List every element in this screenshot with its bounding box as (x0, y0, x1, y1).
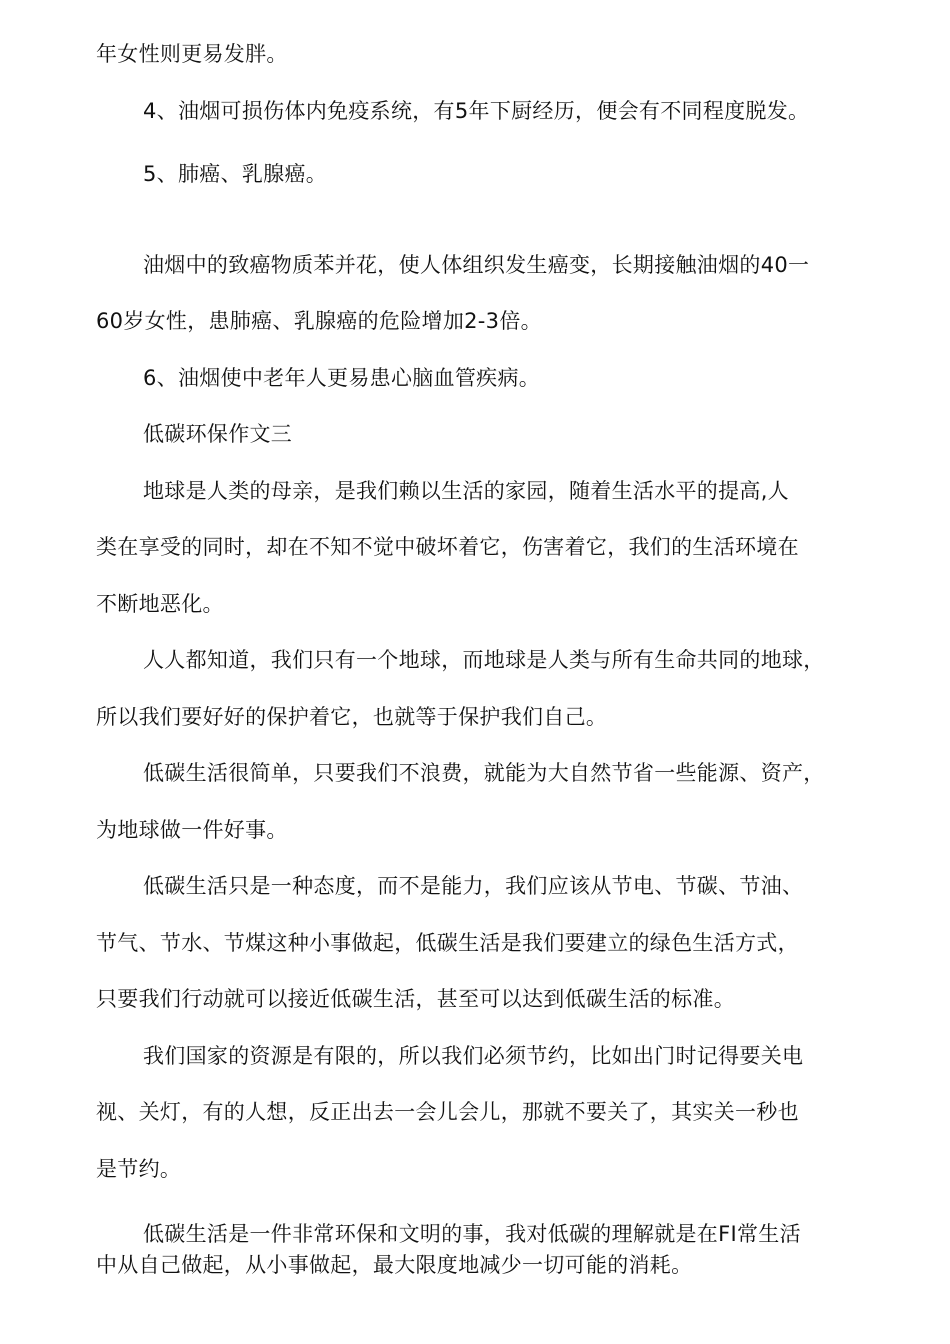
text-line: 年女性则更易发胖。 (96, 42, 288, 66)
text-line: 所以我们要好好的保护着它，也就等于保护我们自己。 (96, 705, 608, 729)
text-line: 只要我们行动就可以接近低碳生活，甚至可以达到低碳生活的标准。 (96, 987, 735, 1011)
text-line: 为地球做一件好事。 (96, 818, 288, 842)
text-line: 我们国家的资源是有限的，所以我们必须节约，比如出门时记得要关电 (143, 1044, 804, 1068)
text-line: 是节约。 (96, 1157, 182, 1181)
text-line: 视、关灯，有的人想，反正出去一会儿会儿，那就不要关了，其实关一秒也 (96, 1100, 799, 1124)
text-line: 低碳生活只是一种态度，而不是能力，我们应该从节电、节碳、节油、 (143, 874, 804, 898)
text-line: 不断地恶化。 (96, 592, 224, 616)
text-line: 节气、节水、节煤这种小事做起，低碳生活是我们要建立的绿色生活方式， (96, 931, 799, 955)
text-line: 人人都知道，我们只有一个地球，而地球是人类与所有生命共同的地球， (143, 648, 825, 672)
text-line: 4、油烟可损伤体内免疫系统，有5年下厨经历，便会有不同程度脱发。 (143, 99, 810, 123)
text-line: 低碳生活很简单，只要我们不浪费，就能为大自然节省一些能源、资产， (143, 761, 825, 785)
text-line: 类在享受的同时，却在不知不觉中破坏着它，伤害着它，我们的生活环境在 (96, 535, 799, 559)
text-line: 6、油烟使中老年人更易患心脑血管疾病。 (143, 366, 541, 390)
text-line: 地球是人类的母亲，是我们赖以生活的家园，随着生活水平的提高,人 (143, 479, 789, 503)
text-line: 5、肺癌、乳腺癌。 (143, 162, 328, 186)
section-heading: 低碳环保作文三 (143, 422, 293, 446)
text-line: 60岁女性，患肺癌、乳腺癌的危险增加2-3倍。 (96, 309, 542, 333)
text-line: 中从自己做起，从小事做起，最大限度地减少一切可能的消耗。 (96, 1253, 693, 1277)
text-line: 低碳生活是一件非常环保和文明的事，我对低碳的理解就是在FI常生活 (143, 1222, 801, 1246)
text-line: 油烟中的致癌物质苯并花，使人体组织发生癌变，长期接触油烟的40一 (143, 253, 810, 277)
